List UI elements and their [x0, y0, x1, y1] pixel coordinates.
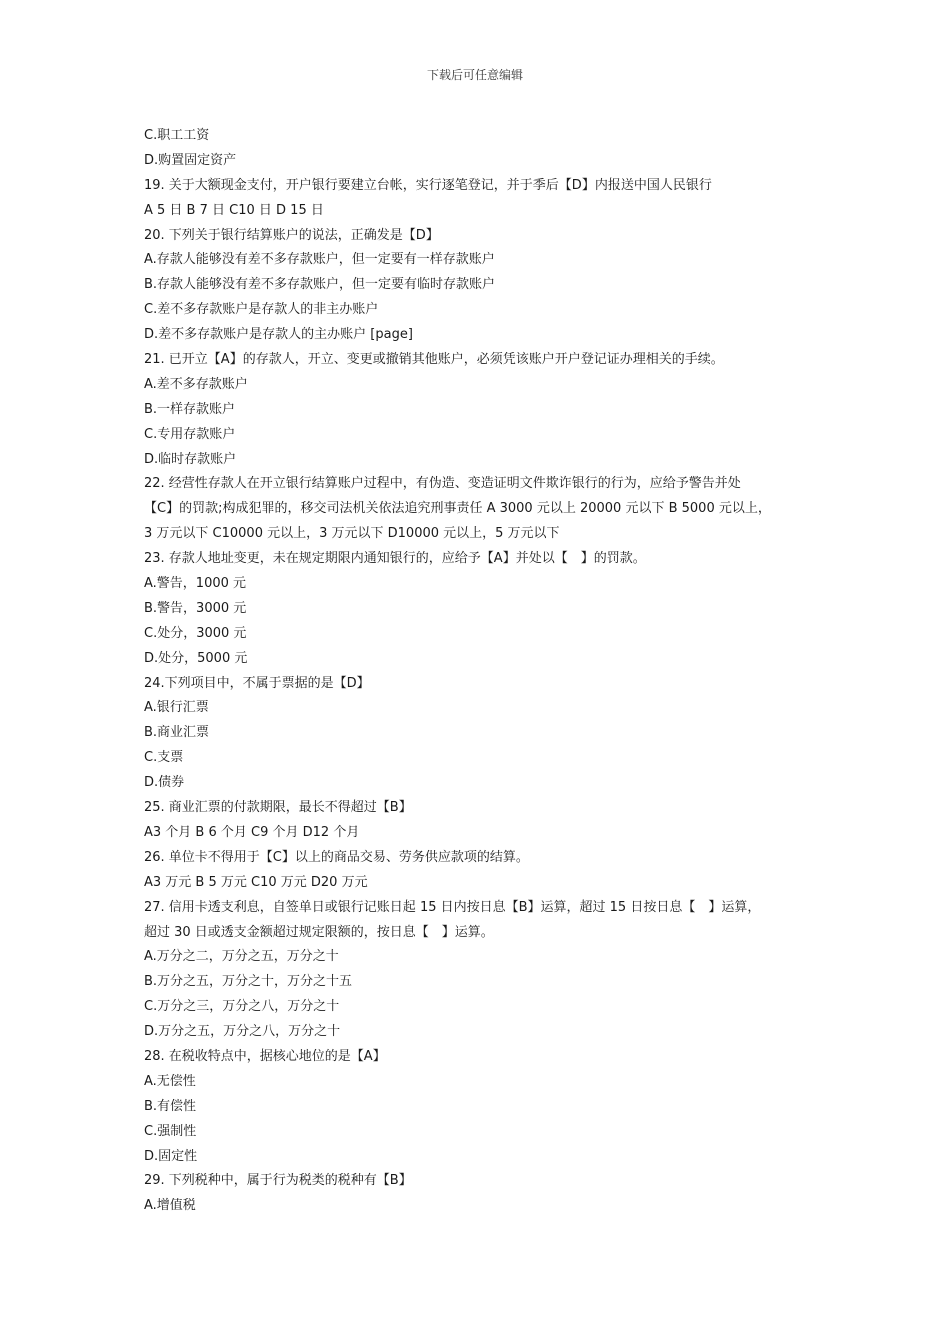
question-20: 20. 下列关于银行结算账户的说法，正确发是【D】: [144, 227, 439, 243]
text-line: A.差不多存款账户: [144, 376, 248, 392]
text-line: D.处分，5000 元: [144, 650, 248, 666]
question-21: 21. 已开立【A】的存款人，开立、变更或撤销其他账户，必须凭该账户开户登记证办理相关的手续。: [144, 352, 724, 368]
text-line: A3 个月 B 6 个月 C9 个月 D12 个月: [144, 824, 360, 840]
text-line: A.增值税: [144, 1198, 196, 1214]
question-29: 29. 下列税种中，属于行为税类的税种有【B】: [144, 1173, 412, 1189]
text-line: 超过 30 日或透支金额超过规定限额的，按日息【 】运算。: [144, 924, 494, 940]
text-line: B.有偿性: [144, 1098, 197, 1114]
page-header: 下载后可任意编辑: [426, 68, 523, 82]
text-line: A.银行汇票: [144, 700, 209, 716]
text-line: A.无偿性: [144, 1073, 196, 1089]
text-line: B.万分之五，万分之十，万分之十五: [144, 974, 353, 990]
text-line: C.万分之三，万分之八，万分之十: [144, 999, 340, 1015]
text-line: A.警告，1000 元: [144, 576, 247, 592]
text-line: D.购置固定资产: [144, 152, 237, 168]
question-26: 26. 单位卡不得用于【C】以上的商品交易、劳务供应款项的结算。: [144, 849, 529, 865]
text-line: D.万分之五，万分之八，万分之十: [144, 1024, 341, 1040]
text-line: D.差不多存款账户是存款人的主办账户 [page]: [144, 327, 413, 343]
text-line: B.警告，3000 元: [144, 600, 247, 616]
text-line: A.存款人能够没有差不多存款账户，但一定要有一样存款账户: [144, 252, 495, 268]
question-23: 23. 存款人地址变更，未在规定期限内通知银行的，应给予【A】并处以【 】的罚款。: [144, 551, 646, 567]
question-24: 24.下列项目中，不属于票据的是【D】: [144, 675, 370, 691]
question-25: 25. 商业汇票的付款期限，最长不得超过【B】: [144, 800, 412, 816]
text-line: A3 万元 B 5 万元 C10 万元 D20 万元: [144, 874, 368, 890]
question-27: 27. 信用卡透支利息，自签单日或银行记账日起 15 日内按日息【B】运算，超过 15 日按日息【 】运算，: [144, 899, 761, 915]
text-line: D.临时存款账户: [144, 451, 237, 467]
text-line: B.商业汇票: [144, 725, 210, 741]
text-line: C.处分，3000 元: [144, 625, 247, 641]
text-line: C.支票: [144, 750, 184, 766]
document-body: [144, 124, 824, 1219]
text-line: D.债券: [144, 775, 185, 791]
text-line: D.固定性: [144, 1148, 198, 1164]
text-line: B.一样存款账户: [144, 401, 236, 417]
question-19: 19. 关于大额现金支付，开户银行要建立台帐，实行逐笔登记，并于季后【D】内报送中国人民银行: [144, 177, 712, 193]
text-line: A 5 日 B 7 日 C10 日 D 15 日: [144, 202, 324, 218]
text-line: C.专用存款账户: [144, 426, 236, 442]
text-line: 【C】的罚款;构成犯罪的，移交司法机关依法追究刑事责任 A 3000 元以上 20000 元以下 B 5000 元以上，: [144, 501, 771, 517]
text-line: C.差不多存款账户是存款人的非主办账户: [144, 302, 379, 318]
text-line: B.存款人能够没有差不多存款账户，但一定要有临时存款账户: [144, 277, 496, 293]
question-28: 28. 在税收特点中，据核心地位的是【A】: [144, 1048, 386, 1064]
text-line: A.万分之二，万分之五，万分之十: [144, 949, 339, 965]
text-line: C.强制性: [144, 1123, 197, 1139]
text-line: 3 万元以下 C10000 元以上，3 万元以下 D10000 元以上，5 万元以下: [144, 526, 560, 542]
question-22: 22. 经营性存款人在开立银行结算账户过程中，有伪造、变造证明文件欺诈银行的行为，应给予警告并处: [144, 476, 741, 492]
text-line: C.职工工资: [144, 128, 210, 143]
